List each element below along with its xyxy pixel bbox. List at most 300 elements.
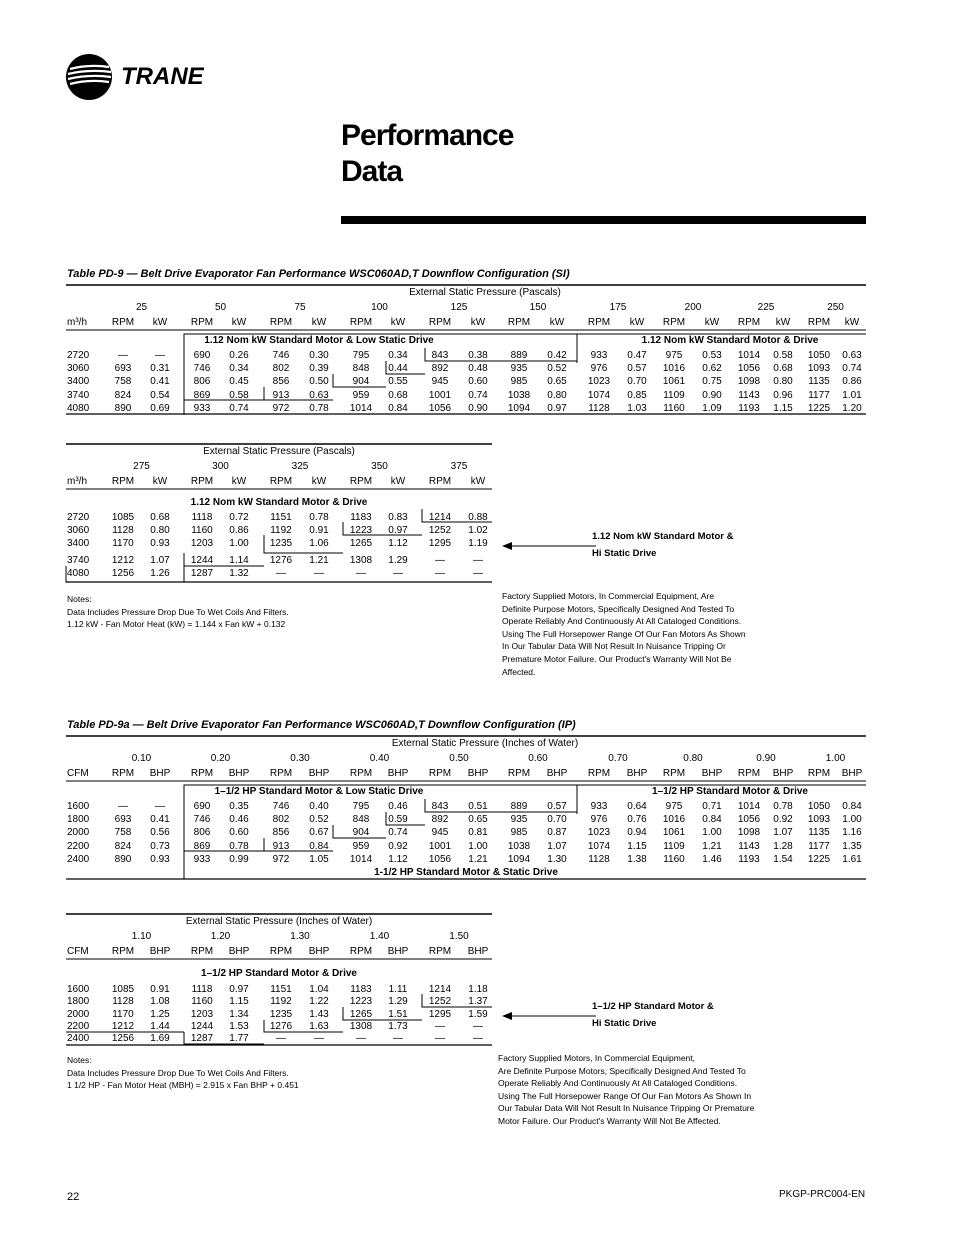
- table-cell: —: [118, 350, 128, 361]
- document-code: PKGP-PRC004-EN: [779, 1189, 866, 1200]
- table-cell: 0.63: [309, 389, 329, 401]
- table-cell: 1014: [737, 350, 761, 361]
- table-cell: 1244: [190, 1020, 214, 1032]
- table-cell: 1074: [587, 840, 611, 852]
- unit-header: kW: [704, 317, 720, 328]
- row-airflow: 1800: [67, 814, 90, 826]
- first-col-header: m³/h: [67, 476, 87, 487]
- pressure-header: 0.30: [290, 753, 310, 764]
- table-cell: 0.58: [773, 350, 793, 361]
- pressure-header: 1.50: [449, 931, 469, 942]
- unit-header: BHP: [149, 768, 171, 779]
- table-cell: 0.68: [150, 512, 170, 523]
- pressure-header: 0.40: [369, 753, 390, 764]
- table-cell: 1.01: [842, 389, 862, 401]
- factory-note-line: Using The Full Horsepower Range Of Our Fan Motors As Shown: [502, 628, 746, 639]
- table-cell: 0.78: [309, 402, 329, 414]
- table-cell: —: [155, 350, 165, 361]
- table-cell: 1225: [807, 402, 831, 414]
- pressure-header: 1.00: [825, 753, 846, 764]
- table-cell: 869: [193, 389, 211, 401]
- table-cell: 1.38: [627, 853, 647, 865]
- arrow-si: [500, 538, 600, 554]
- table-cell: 0.92: [388, 840, 408, 852]
- table-cell: 1.37: [468, 996, 488, 1008]
- table-cell: 0.70: [627, 376, 647, 388]
- factory-note-line: Using The Full Horsepower Range Of Our Fan Motors As Shown In: [498, 1090, 752, 1101]
- pressure-header: 375: [450, 461, 468, 472]
- table-cell: 0.86: [842, 376, 862, 388]
- table-cell: 1023: [587, 376, 611, 388]
- table-cell: 1056: [428, 402, 452, 414]
- table-cell: 0.56: [150, 827, 170, 839]
- table-cell: 856: [272, 376, 290, 388]
- factory-note-line: Are Definite Purpose Motors, Specifically Designed And Tested To: [498, 1065, 746, 1076]
- table-cell: 1.06: [309, 538, 329, 550]
- unit-header: RPM: [269, 768, 293, 779]
- table-cell: 0.48: [468, 363, 488, 375]
- unit-header: RPM: [737, 768, 761, 779]
- unit-header: kW: [231, 317, 247, 328]
- table-cell: 0.84: [388, 402, 408, 414]
- table-cell: —: [314, 567, 324, 579]
- table-cell: 848: [352, 814, 370, 826]
- row-airflow: 3740: [67, 389, 90, 401]
- table-cell: 959: [352, 840, 370, 852]
- table-cell: 1128: [112, 996, 134, 1008]
- table-cell: 1244: [190, 554, 214, 566]
- first-col-header: m³/h: [67, 317, 87, 328]
- table-cell: 1.35: [842, 840, 862, 852]
- unit-header: RPM: [807, 317, 831, 328]
- table-cell: 0.87: [547, 827, 567, 839]
- arrow-label-line: 1.12 Nom kW Standard Motor &: [592, 531, 734, 542]
- table-cell: 1023: [587, 827, 611, 839]
- unit-header: kW: [549, 317, 565, 328]
- factory-note-line: Motor Failure. Our Product's Warranty Will Not Be Affected.: [498, 1115, 721, 1126]
- first-col-header: CFM: [67, 946, 89, 957]
- row-airflow: 2720: [67, 350, 90, 361]
- unit-header: RPM: [428, 946, 452, 957]
- table-cell: 1265: [349, 538, 373, 550]
- table-cell: 0.88: [468, 512, 488, 523]
- table-cell: 0.93: [150, 538, 170, 550]
- table-cell: 1050: [807, 350, 831, 361]
- group-header: External Static Pressure (Pascals): [203, 446, 355, 457]
- unit-header: kW: [629, 317, 645, 328]
- table-cell: 1256: [111, 1033, 135, 1045]
- table-cell: 0.57: [547, 801, 567, 812]
- table-cell: 1252: [428, 996, 452, 1008]
- unit-header: kW: [152, 476, 168, 487]
- row-airflow: 4080: [67, 567, 90, 579]
- notes-line: Data Includes Pressure Drop Due To Wet Coils And Filters.: [67, 606, 289, 617]
- table-cell: 869: [193, 840, 211, 852]
- pressure-header: 325: [291, 461, 309, 472]
- table-cell: 1225: [807, 853, 831, 865]
- unit-header: kW: [775, 317, 791, 328]
- unit-header: RPM: [190, 946, 214, 957]
- pressure-header: 0.70: [608, 753, 628, 764]
- table-cell: 0.86: [229, 525, 249, 537]
- pressure-header: 200: [684, 302, 702, 313]
- table-cell: 1212: [111, 554, 135, 566]
- table-cell: 1235: [269, 1008, 293, 1020]
- factory-note-si: [502, 590, 746, 678]
- table-cell: 0.62: [702, 363, 722, 375]
- table-cell: 1093: [807, 363, 831, 375]
- table-cell: 806: [193, 376, 211, 388]
- table-cell: 1203: [190, 1008, 214, 1020]
- table-cell: 1128: [588, 402, 610, 414]
- table-cell: 0.80: [547, 389, 567, 401]
- table-cell: 0.51: [468, 801, 488, 812]
- table-cell: —: [473, 567, 483, 579]
- table-cell: 1235: [269, 538, 293, 550]
- table-cell: 1016: [662, 363, 686, 375]
- unit-header: RPM: [349, 946, 373, 957]
- pressure-header: 100: [371, 302, 388, 313]
- pressure-header: 1.30: [290, 931, 310, 942]
- table-cell: 1038: [507, 389, 531, 401]
- table-cell: 933: [590, 350, 608, 361]
- table-cell: 795: [352, 801, 370, 812]
- table-cell: 1.00: [702, 827, 722, 839]
- table-cell: 746: [272, 350, 290, 361]
- drive-band-label: 1.12 Nom kW Standard Motor & Drive: [641, 335, 819, 346]
- table-cell: 1214: [428, 984, 452, 995]
- table-cell: 1.43: [309, 1008, 329, 1020]
- table-cell: 0.54: [150, 389, 170, 401]
- table-cell: 933: [590, 801, 608, 812]
- unit-header: BHP: [387, 768, 409, 779]
- table-cell: 0.35: [229, 801, 249, 812]
- table-cell: 1.69: [150, 1033, 170, 1045]
- table-cell: 945: [431, 376, 449, 388]
- pressure-header: 225: [757, 302, 775, 313]
- table-cell: 746: [193, 814, 211, 826]
- unit-header: RPM: [662, 317, 686, 328]
- table-cell: 1.12: [388, 853, 408, 865]
- table-cell: 1118: [191, 512, 213, 523]
- table-cell: 1109: [663, 389, 685, 401]
- unit-header: RPM: [807, 768, 831, 779]
- unit-header: BHP: [387, 946, 409, 957]
- row-airflow: 2000: [67, 827, 90, 839]
- table-cell: 0.39: [309, 363, 329, 375]
- table-cell: 1160: [191, 996, 213, 1008]
- table-pd9-caption: Table PD-9 — Belt Drive Evaporator Fan Performance WSC060AD,T Downflow Configuration (SI): [67, 268, 570, 280]
- arrow-ip: [500, 1008, 600, 1024]
- table-cell: 0.30: [309, 350, 329, 361]
- table-cell: 1.44: [150, 1020, 170, 1032]
- table-cell: 0.57: [627, 363, 647, 375]
- table-cell: 0.68: [773, 363, 793, 375]
- table-cell: 1.28: [773, 840, 793, 852]
- table-cell: 0.52: [309, 814, 329, 826]
- table-cell: 1287: [190, 1033, 214, 1045]
- table-cell: 0.96: [773, 389, 793, 401]
- table-cell: 1170: [112, 1008, 134, 1020]
- page-title-line-1: Performance: [341, 119, 514, 152]
- arrow-label-si: [592, 528, 733, 562]
- drive-band-label: 1–1/2 HP Standard Motor & Low Static Drive: [214, 786, 424, 797]
- row-airflow: 4080: [67, 402, 90, 414]
- unit-header: RPM: [111, 476, 135, 487]
- unit-header: RPM: [269, 946, 293, 957]
- table-cell: 1212: [111, 1020, 135, 1032]
- table-cell: 1.07: [150, 554, 170, 566]
- unit-header: RPM: [269, 476, 293, 487]
- table-cell: 0.40: [309, 801, 329, 812]
- pressure-header: 25: [135, 302, 148, 313]
- table-cell: 904: [352, 376, 370, 388]
- table-cell: 1061: [662, 827, 686, 839]
- table-cell: 975: [665, 801, 683, 812]
- table-cell: 1085: [111, 984, 135, 995]
- unit-header: RPM: [111, 946, 135, 957]
- pressure-header: 0.50: [449, 753, 469, 764]
- unit-header: RPM: [587, 768, 611, 779]
- unit-header: kW: [470, 476, 486, 487]
- table-cell: 0.46: [229, 814, 249, 826]
- table-cell: 1.14: [229, 554, 249, 566]
- factory-note-line: Definite Purpose Motors, Specifically Designed And Tested To: [502, 603, 735, 614]
- factory-note-line: Our Tabular Data Will Not Result In Nuisance Tripping Or Premature: [498, 1103, 755, 1114]
- group-header: External Static Pressure (Inches of Water): [185, 916, 373, 927]
- table-cell: 1223: [349, 996, 373, 1008]
- table-cell: 959: [352, 389, 370, 401]
- table-cell: 1.54: [773, 853, 793, 865]
- table-cell: 1074: [587, 389, 611, 401]
- table-cell: 1050: [807, 801, 831, 812]
- table-cell: 0.93: [150, 853, 170, 865]
- table-cell: 1177: [808, 389, 830, 401]
- table-cell: 1160: [663, 402, 685, 414]
- table-cell: 1.77: [229, 1033, 249, 1045]
- table-cell: 1308: [349, 554, 373, 566]
- table-cell: 975: [665, 350, 683, 361]
- drive-band-label: 1–1/2 HP Standard Motor & Drive: [652, 786, 808, 797]
- unit-header: RPM: [190, 317, 214, 328]
- unit-header: RPM: [349, 768, 373, 779]
- notes-si: [67, 593, 289, 631]
- table-pd9a-caption: Table PD-9a — Belt Drive Evaporator Fan Performance WSC060AD,T Downflow Configuration (IP): [67, 719, 576, 731]
- pressure-header: 0.90: [756, 753, 776, 764]
- unit-header: BHP: [228, 946, 250, 957]
- arrow-label-line: 1–1/2 HP Standard Motor &: [592, 1001, 714, 1012]
- table-cell: 0.42: [547, 350, 567, 361]
- table-cell: 1.00: [468, 840, 488, 852]
- arrow-label-line: Hi Static Drive: [592, 1018, 657, 1029]
- table-cell: —: [356, 1033, 366, 1045]
- table-cell: 1.34: [229, 1008, 249, 1020]
- table-cell: 0.91: [150, 984, 170, 995]
- table-cell: 1192: [270, 996, 292, 1008]
- page-title-line-2: Data: [341, 155, 403, 188]
- table-cell: 1.32: [229, 567, 249, 579]
- first-col-header: CFM: [67, 768, 89, 779]
- pressure-header: 300: [212, 461, 229, 472]
- unit-header: BHP: [546, 768, 568, 779]
- table-cell: 1193: [738, 402, 760, 414]
- unit-header: BHP: [467, 768, 489, 779]
- unit-header: kW: [390, 476, 406, 487]
- table-cell: 0.63: [842, 350, 862, 361]
- table-cell: 1.51: [388, 1008, 408, 1020]
- table-cell: 985: [510, 827, 528, 839]
- table-cell: 892: [431, 363, 449, 375]
- table-cell: 0.78: [309, 512, 329, 523]
- notes-ip: [67, 1054, 299, 1092]
- table-cell: 1014: [349, 853, 373, 865]
- unit-header: RPM: [269, 317, 293, 328]
- table-cell: 690: [193, 350, 211, 361]
- table-cell: 0.53: [702, 350, 722, 361]
- table-cell: 933: [193, 853, 211, 865]
- table-cell: 1.11: [388, 984, 408, 995]
- table-cell: 1014: [737, 801, 761, 812]
- table-cell: 1252: [428, 525, 452, 537]
- table-cell: 0.41: [150, 376, 170, 388]
- group-header: External Static Pressure (Inches of Water): [391, 738, 579, 749]
- unit-header: RPM: [737, 317, 761, 328]
- table-cell: 1151: [270, 512, 292, 523]
- table-cell: 0.26: [229, 350, 249, 361]
- unit-header: kW: [390, 317, 406, 328]
- drive-band-label: 1–1/2 HP Standard Motor & Drive: [201, 968, 357, 979]
- table-cell: 0.71: [702, 801, 722, 812]
- table-cell: —: [435, 1020, 445, 1032]
- pressure-header: 150: [529, 302, 547, 313]
- table-cell: 1135: [808, 376, 830, 388]
- table-cell: 1.20: [842, 402, 862, 414]
- table-cell: 0.84: [702, 814, 722, 826]
- pressure-header: 1.20: [210, 931, 231, 942]
- table-cell: —: [435, 567, 445, 579]
- table-cell: 1.15: [627, 840, 647, 852]
- table-cell: 0.64: [627, 801, 647, 812]
- table-cell: 1001: [428, 389, 452, 401]
- table-cell: 0.75: [702, 376, 722, 388]
- unit-header: BHP: [308, 768, 330, 779]
- table-cell: 0.70: [547, 814, 567, 826]
- table-cell: 1.25: [150, 1008, 170, 1020]
- table-cell: 843: [431, 801, 449, 812]
- table-cell: 1170: [112, 538, 134, 550]
- table-cell: 1151: [270, 984, 292, 995]
- table-cell: —: [393, 567, 403, 579]
- row-airflow: 3740: [67, 554, 90, 566]
- table-cell: 1094: [507, 853, 531, 865]
- table-cell: 0.74: [842, 363, 862, 375]
- unit-header: BHP: [701, 768, 723, 779]
- row-airflow: 3400: [67, 376, 90, 388]
- table-cell: 1.04: [309, 984, 329, 995]
- drive-band-label: 1.12 Nom kW Standard Motor & Low Static Drive: [204, 335, 434, 346]
- table-cell: 0.78: [229, 840, 249, 852]
- factory-note-line: Factory Supplied Motors, In Commercial Equipment, Are: [502, 591, 715, 601]
- pressure-header: 75: [294, 302, 306, 313]
- arrow-label-ip: [592, 998, 714, 1032]
- table-cell: 1256: [111, 567, 135, 579]
- table-cell: 889: [510, 801, 528, 812]
- notes-line: 1 1/2 HP - Fan Motor Heat (MBH) = 2.915 x Fan BHP + 0.451: [67, 1080, 299, 1091]
- unit-header: BHP: [149, 946, 171, 957]
- table-cell: 972: [272, 853, 290, 865]
- table-cell: 1193: [738, 853, 760, 865]
- unit-header: BHP: [626, 768, 648, 779]
- pressure-header: 175: [609, 302, 627, 313]
- factory-note-line: Operate Reliably And Continuously At All Cataloged Conditions.: [502, 616, 742, 627]
- table-cell: 1.46: [702, 853, 722, 865]
- table-cell: 0.90: [468, 402, 488, 414]
- table-cell: 1.15: [229, 996, 249, 1008]
- row-airflow: 2200: [67, 840, 90, 852]
- table-cell: —: [276, 1033, 286, 1045]
- table-cell: 1183: [350, 984, 372, 995]
- table-cell: 856: [272, 827, 290, 839]
- table-cell: 1061: [662, 376, 686, 388]
- table-cell: 1.00: [842, 814, 862, 826]
- unit-header: RPM: [111, 317, 135, 328]
- table-cell: 890: [114, 402, 132, 414]
- row-airflow: 3060: [67, 363, 90, 375]
- table-cell: 758: [114, 827, 132, 839]
- arrow-label-line: Hi Static Drive: [592, 548, 657, 559]
- row-airflow: 3060: [67, 525, 90, 537]
- table-cell: 1.29: [388, 554, 408, 566]
- table-cell: 0.65: [547, 376, 567, 388]
- table-cell: 1.12: [388, 538, 408, 550]
- table-cell: 1295: [428, 538, 452, 550]
- unit-header: RPM: [190, 768, 214, 779]
- unit-header: RPM: [349, 317, 373, 328]
- unit-header: BHP: [841, 768, 863, 779]
- table-cell: —: [276, 567, 286, 579]
- table-cell: 1056: [428, 853, 452, 865]
- factory-note-line: Premature Motor Failure. Our Product's Warranty Will Not Be: [502, 653, 732, 664]
- table-cell: 1143: [738, 389, 760, 401]
- table-cell: 1118: [191, 984, 213, 995]
- table-cell: 0.69: [150, 402, 170, 414]
- table-cell: 0.78: [773, 801, 793, 812]
- table-cell: 1056: [737, 814, 761, 826]
- table-cell: 0.55: [388, 376, 408, 388]
- table-cell: 0.60: [468, 376, 488, 388]
- table-cell: 1.26: [150, 567, 170, 579]
- table-cell: 806: [193, 827, 211, 839]
- unit-header: BHP: [467, 946, 489, 957]
- unit-header: BHP: [228, 768, 250, 779]
- row-airflow: 1800: [67, 996, 90, 1008]
- table-cell: 0.90: [702, 389, 722, 401]
- unit-header: RPM: [349, 476, 373, 487]
- table-cell: 0.60: [229, 827, 249, 839]
- unit-header: RPM: [507, 768, 531, 779]
- table-cell: —: [435, 554, 445, 566]
- table-cell: 0.74: [388, 827, 408, 839]
- row-airflow: 2000: [67, 1008, 90, 1020]
- pressure-header: 0.60: [528, 753, 548, 764]
- table-cell: 0.83: [388, 512, 408, 523]
- unit-header: kW: [844, 317, 860, 328]
- table-cell: 1128: [112, 525, 134, 537]
- table-cell: 892: [431, 814, 449, 826]
- row-airflow: 2720: [67, 512, 90, 523]
- table-cell: 1295: [428, 1008, 452, 1020]
- table-cell: 935: [510, 363, 528, 375]
